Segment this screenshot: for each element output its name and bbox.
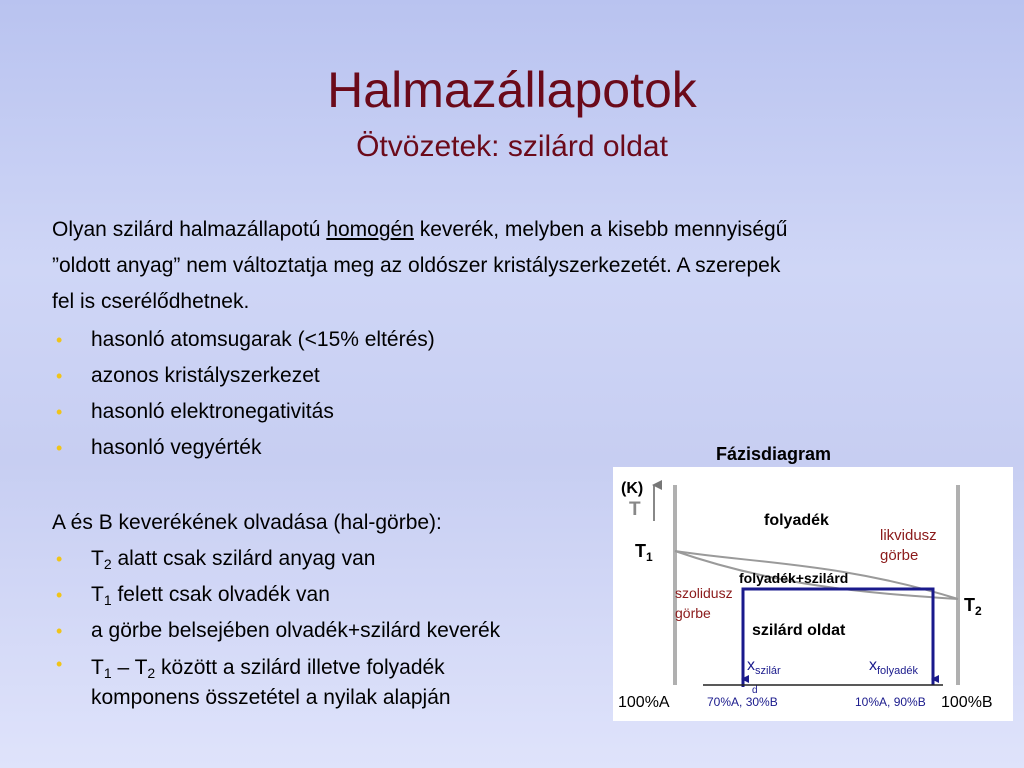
list-item (52, 613, 612, 649)
bullet-icon: • (56, 330, 63, 350)
x-liquid-text: x (869, 657, 877, 674)
solidus-label: szolidusz (675, 585, 733, 601)
list-item (52, 358, 435, 394)
melting-list (52, 541, 612, 713)
list-item-text: T (91, 583, 104, 606)
list-item (52, 577, 612, 613)
composition-1-label: 70%A, 30%B (707, 695, 778, 709)
subscript: 1 (103, 592, 112, 608)
page-subtitle: Ötvözetek: szilárd oldat (356, 130, 668, 163)
list-item-text: hasonló atomsugarak (<15% eltérés) (91, 328, 435, 351)
right-end-label: 100%B (941, 694, 993, 711)
list-item-text: azonos kristályszerkezet (91, 364, 320, 387)
liquid-region-label: folyadék (764, 512, 829, 529)
list-item (52, 541, 612, 577)
list-item-text: alatt csak szilárd anyag van (111, 547, 376, 570)
list-item (52, 322, 435, 358)
t2-label (964, 595, 982, 616)
intro-line-3: fel is cserélődhetnek. (52, 290, 250, 313)
small-d-label: d (752, 685, 758, 696)
list-item (52, 649, 612, 713)
t1-label (635, 541, 653, 562)
list-item (52, 394, 435, 430)
intro-paragraph (52, 212, 972, 320)
left-end-label: 100%A (618, 694, 670, 711)
bullet-icon: • (56, 585, 63, 605)
unit-label: (K) (621, 480, 644, 497)
subscript: 1 (103, 665, 112, 681)
bullet-icon: • (56, 549, 63, 569)
x-liquid-label (869, 657, 918, 675)
bullet-icon: • (56, 402, 63, 422)
subscript: 2 (147, 665, 156, 681)
list-item-text: – T (111, 656, 148, 679)
bullet-icon: • (56, 654, 63, 674)
intro-text: Olyan szilárd halmazállapotú (52, 218, 327, 241)
axis-t-label: T (629, 499, 641, 520)
liquidus-label: likvidusz (880, 527, 937, 544)
homogen-link[interactable]: homogén (326, 218, 414, 241)
t2-text: T (964, 595, 975, 615)
composition-2-label: 10%A, 90%B (855, 695, 926, 709)
list-item-text: hasonló elektronegativitás (91, 400, 334, 423)
property-list (52, 322, 435, 466)
list-item-text: komponens összetétel a nyilak alapján (91, 686, 451, 709)
intro-line-1 (52, 212, 972, 248)
diagram-title: Fázisdiagram (716, 444, 832, 464)
x-solid-label (747, 657, 781, 675)
t1-sub: 1 (646, 550, 653, 564)
page-title: Halmazállapotok (327, 62, 697, 118)
x-liquid-sub: folyadék (877, 665, 918, 677)
x-solid-text: x (747, 657, 755, 674)
melting-heading: A és B keverékének olvadása (hal-görbe): (52, 511, 442, 534)
liquidus-curve-label: görbe (880, 547, 919, 564)
phase-diagram-svg (613, 467, 1013, 721)
list-item-text: T (91, 656, 104, 679)
phase-diagram (613, 467, 1013, 721)
list-item (52, 430, 435, 466)
two-phase-label: folyadék+szilárd (739, 570, 849, 586)
bullet-icon: • (56, 438, 63, 458)
list-item-text: T (91, 547, 104, 570)
solidus-curve-label: görbe (675, 605, 711, 621)
solid-solution-label: szilárd oldat (752, 622, 846, 639)
bullet-icon: • (56, 366, 63, 386)
x-solid-sub: szilár (755, 665, 781, 677)
list-item-text: felett csak olvadék van (111, 583, 330, 606)
t1-text: T (635, 541, 646, 561)
list-item-text: között a szilárd illetve folyadék (155, 656, 445, 679)
list-item-text: a görbe belsejében olvadék+szilárd keverék (91, 619, 501, 642)
bullet-icon: • (56, 621, 63, 641)
intro-text: keverék, melyben a kisebb mennyiségű (413, 218, 788, 241)
t2-sub: 2 (975, 604, 982, 618)
subscript: 2 (103, 556, 112, 572)
list-item-text: hasonló vegyérték (91, 436, 262, 459)
intro-line-2: ”oldott anyag” nem változtatja meg az oldószer kristályszerkezetét. A szerepek (52, 254, 781, 277)
